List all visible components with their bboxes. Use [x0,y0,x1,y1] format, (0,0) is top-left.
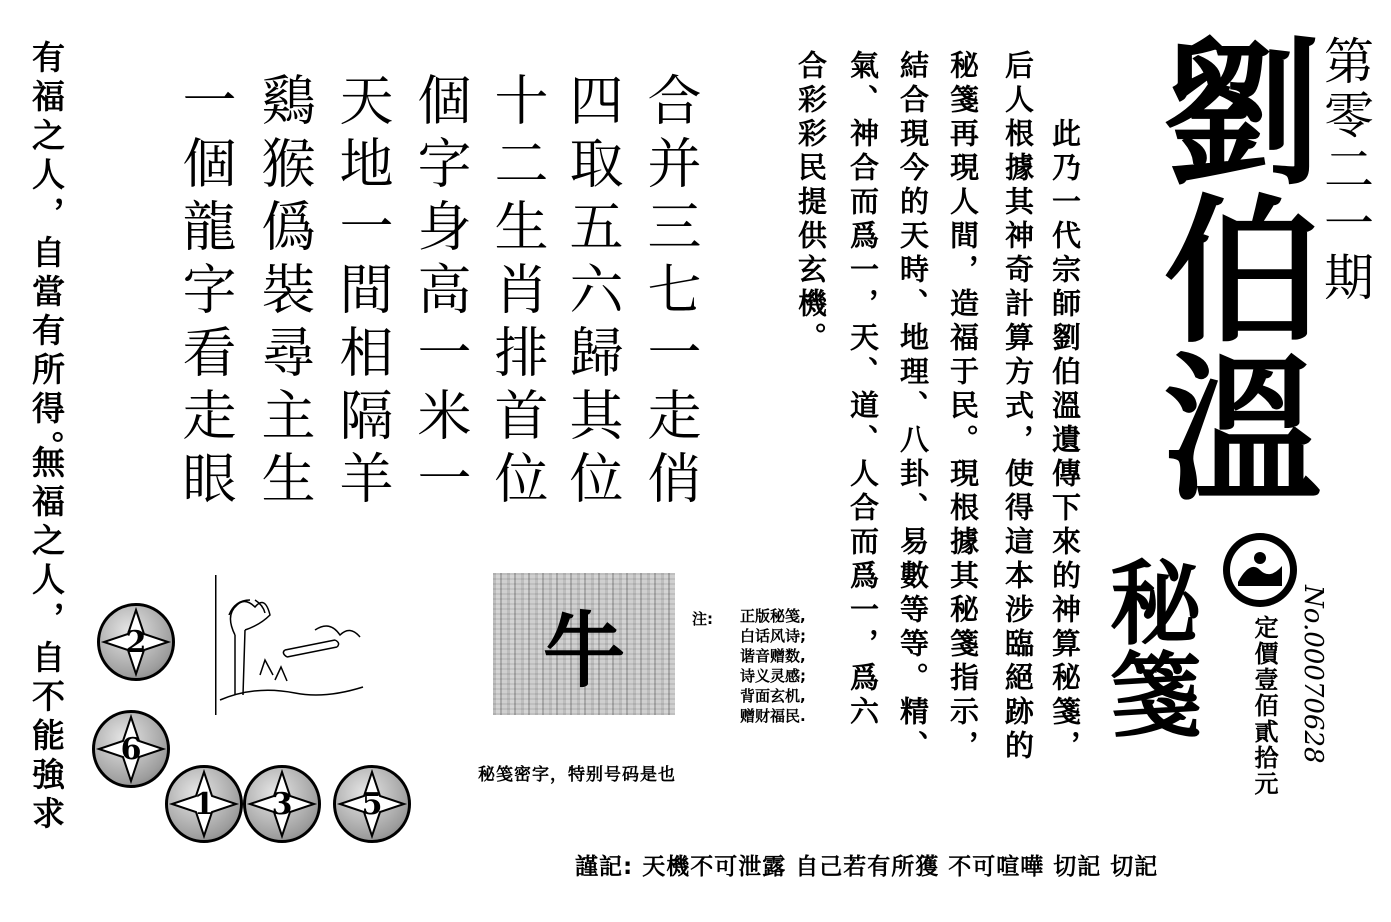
issue-number: 第零二一期 [1316,35,1374,305]
poem-line-6: 鷄猴僞裝尋主生 [253,72,316,513]
poem-line-1: 合并三七一走俏 [639,72,702,513]
intro-line-3: 秘箋再現人間，造福于民。現根據其秘箋指示， [946,50,980,764]
number-badge-2 [97,603,175,681]
intro-line-1: 此乃一代宗師劉伯溫遺傳下來的神算秘箋， [1048,118,1082,764]
number-5: 5 [361,786,383,822]
saying-column-1: 有福之人，自當有所得。 [27,40,66,469]
note-line: 诗义灵感; [740,667,806,685]
note-line: 谐音赠数, [740,647,806,665]
seal-icon [1220,530,1300,610]
footer-warning: 謹記: 天機不可泄露 自己若有所獲 不可喧嘩 切記 切記 [575,854,1159,880]
intro-line-4: 結合現今的天時、地理、八卦、易數等等。精、 [896,50,930,764]
intro-line-6: 合彩彩民提供玄機。 [794,50,828,356]
intro-line-2: 后人根據其神奇計算方式，使得這本涉臨絕跡的 [1001,50,1035,764]
note-line: 白话风诗; [740,627,806,645]
poem-line-5: 天地一間相隔羊 [331,72,394,513]
saying-column-2: 無福之人，自不能強求 [27,445,66,835]
poem-line-2: 四取五六歸其位 [561,72,624,513]
number-badge-3 [243,765,321,843]
title-subtitle: 秘箋 [1094,555,1203,739]
number-3: 3 [271,786,293,822]
number-badge-6 [92,710,170,788]
poem-line-7: 一個龍字看走眼 [174,72,237,513]
notes-list [740,606,806,726]
poem-line-4: 個字身高一米一 [409,72,472,513]
illustration-image [215,575,365,715]
serial-number: No.00070628 [1298,585,1328,764]
number-2: 2 [125,624,147,660]
secret-character-box [493,573,675,715]
seal-stamp [1220,530,1300,610]
price: 定價壹佰貳拾元 [1250,615,1278,797]
note-line: 正版秘笺, [740,607,806,625]
number-6: 6 [120,731,142,767]
note-line: 赠财福民. [740,707,806,725]
number-badge-5 [333,765,411,843]
note-line: 背面玄机, [740,687,806,705]
secret-character: 牛 [542,603,625,699]
title-name: 劉伯溫 [1137,30,1322,504]
number-1: 1 [193,786,215,822]
intro-line-5: 氣、神合而爲一，天、道、人合而爲一，爲六 [846,50,880,730]
caption: 秘笺密字，特别号码是也 [478,765,676,785]
notes-label: 注: [692,610,713,628]
poem-line-3: 十二生肖排首位 [486,72,549,513]
number-badge-1 [165,765,243,843]
